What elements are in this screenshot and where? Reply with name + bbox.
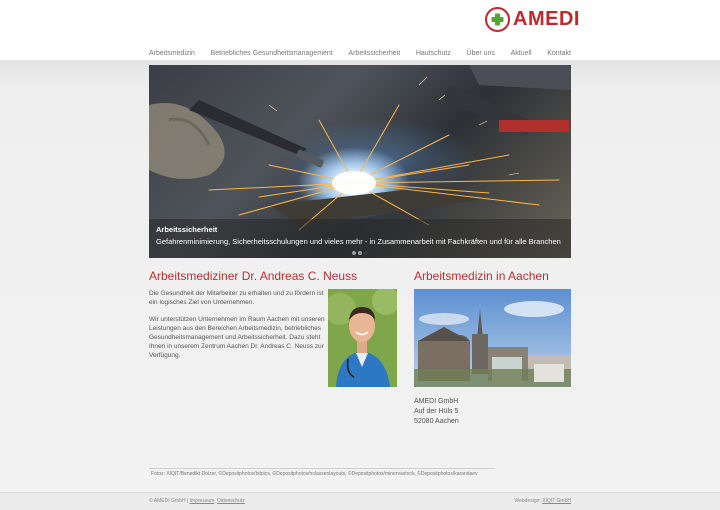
nav-item-arbeitsmedizin[interactable]: Arbeitsmedizin: [149, 50, 195, 57]
image-slider[interactable]: [149, 65, 571, 258]
nav-item-hautschutz[interactable]: Hautschutz: [415, 50, 451, 57]
slider-dots: [352, 251, 368, 255]
nav-item-arbeitssicherheit[interactable]: Arbeitssicherheit: [348, 50, 401, 57]
footer-copyright: © AMEDI GmbH: [149, 498, 186, 504]
logo[interactable]: [485, 6, 580, 33]
footer-webdesign-link[interactable]: XIQIT GmbH: [542, 498, 571, 504]
slider-dot-1[interactable]: [352, 251, 356, 255]
photo-credits: Fotos: XIQIT/Benedikt Dolzer, ©Depositphotos/bitpics, ©Depositphotos/nclassenlayouts, ©Depositphotos/minervastock, ©Depositphotos/karandaev: [151, 471, 478, 477]
aachen-city-photo: [414, 289, 571, 387]
nav-item-aktuell[interactable]: Aktuell: [510, 50, 532, 57]
address-street: Auf der Hüls 5: [414, 408, 459, 415]
slide-text: Gefahrenminimierung, Sicherheitsschulungen und vieles mehr - in Zusammenarbeit mit Fachkräften und für alle Branchen: [156, 237, 561, 246]
footer-right: [514, 498, 571, 504]
nav-item-gesundheitsmanagement[interactable]: Betriebliches Gesundheitsmanagement: [210, 50, 333, 57]
slide-title: Arbeitssicherheit: [156, 225, 218, 234]
footer: [0, 492, 720, 510]
doctor-portrait: [328, 289, 397, 387]
credits-divider: [149, 468, 495, 469]
footer-left: © AMEDI GmbH | Impressum, Datenschutz: [149, 498, 245, 504]
section-heading-aachen: Arbeitsmedizin in Aachen: [414, 269, 549, 283]
nav-item-ueber-uns[interactable]: Über uns: [466, 50, 495, 57]
address-city: 52080 Aachen: [414, 418, 459, 425]
address-block: [414, 397, 459, 427]
main-nav: [149, 47, 571, 60]
header: [0, 0, 720, 60]
nav-item-kontakt[interactable]: Kontakt: [547, 50, 571, 57]
footer-impressum-link[interactable]: Impressum: [189, 498, 215, 504]
section-heading-doctor: Arbeitsmediziner Dr. Andreas C. Neuss: [149, 269, 358, 283]
services-paragraph: Wir unterstützen Unternehmen im Raum Aachen mit unseren Leistungen aus den Bereichen Arbeitsmedizin, betriebliches Gesundheitsmanagement und Arbeitssicherheit. Dazu steht Ihnen in unserem Zentrum Aachen Dr. Andreas C. Neuss zur Verfügung.: [149, 316, 325, 359]
intro-paragraph: Die Gesundheit der Mitarbeiter zu erhalten und zu fördern ist ein logisches Ziel von Unternehmen.: [149, 290, 324, 306]
slider-dot-2[interactable]: [358, 251, 362, 255]
slider-dot-3[interactable]: [364, 251, 368, 255]
address-company: AMEDI GmbH: [414, 398, 459, 405]
footer-datenschutz-link[interactable]: Datenschutz: [217, 498, 245, 504]
footer-webdesign-label: Webdesign:: [514, 498, 541, 504]
logo-text: AMEDI: [513, 8, 580, 30]
medical-cross-icon: [485, 7, 510, 32]
